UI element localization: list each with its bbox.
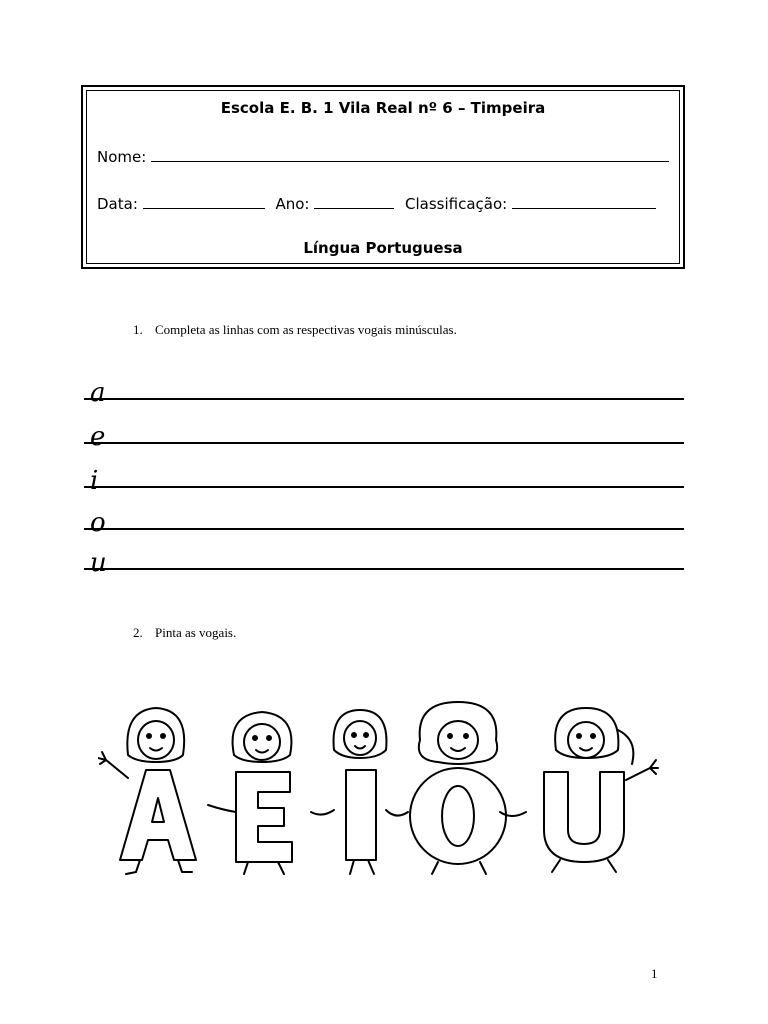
name-row (97, 147, 669, 166)
exercise-1-number: 1. (133, 322, 143, 337)
subject-title: Língua Portuguesa (303, 239, 463, 257)
exercise-1-instruction (133, 322, 457, 338)
child-e (233, 712, 292, 874)
writing-line-i[interactable] (84, 448, 684, 496)
exercise-1-text: Completa as linhas com as respectivas vogais minúsculas. (155, 322, 457, 337)
page-number: 1 (651, 966, 658, 981)
header-box (81, 85, 685, 269)
name-field[interactable] (151, 147, 669, 162)
vowel-i: i (90, 466, 99, 496)
year-label: Ano: (275, 195, 310, 213)
grade-field[interactable] (512, 194, 656, 209)
child-i (334, 710, 387, 874)
exercise-2-number: 2. (133, 625, 143, 640)
header-inner-border (86, 90, 680, 264)
child-u (544, 708, 633, 872)
date-row (97, 194, 669, 213)
writing-rule (84, 486, 684, 488)
writing-line-e[interactable] (84, 404, 684, 452)
date-field[interactable] (143, 194, 265, 209)
writing-rule (84, 398, 684, 400)
vowel-e: e (90, 422, 106, 452)
holding-hands-1 (208, 805, 236, 812)
holding-hands-2 (311, 810, 334, 815)
children-vowels-illustration (98, 700, 668, 880)
child-a (120, 708, 196, 874)
vowel-o: o (90, 508, 106, 538)
vowel-u: u (90, 548, 107, 578)
name-label: Nome: (97, 148, 147, 166)
right-wave-hand (626, 760, 658, 780)
writing-line-a[interactable] (84, 360, 684, 408)
writing-rule (84, 568, 684, 570)
child-o (410, 702, 506, 874)
grade-label: Classificação: (405, 195, 508, 213)
vowel-a: a (90, 378, 106, 408)
writing-line-o[interactable] (84, 490, 684, 538)
date-label: Data: (97, 195, 138, 213)
writing-line-u[interactable] (84, 530, 684, 578)
year-field[interactable] (314, 194, 394, 209)
writing-rule (84, 442, 684, 444)
exercise-2-instruction (133, 625, 236, 641)
holding-hands-4 (500, 812, 526, 816)
school-name: Escola E. B. 1 Vila Real nº 6 – Timpeira (220, 99, 546, 117)
left-wave-hand (98, 752, 128, 778)
holding-hands-3 (386, 810, 408, 816)
exercise-2-text: Pinta as vogais. (155, 625, 237, 640)
